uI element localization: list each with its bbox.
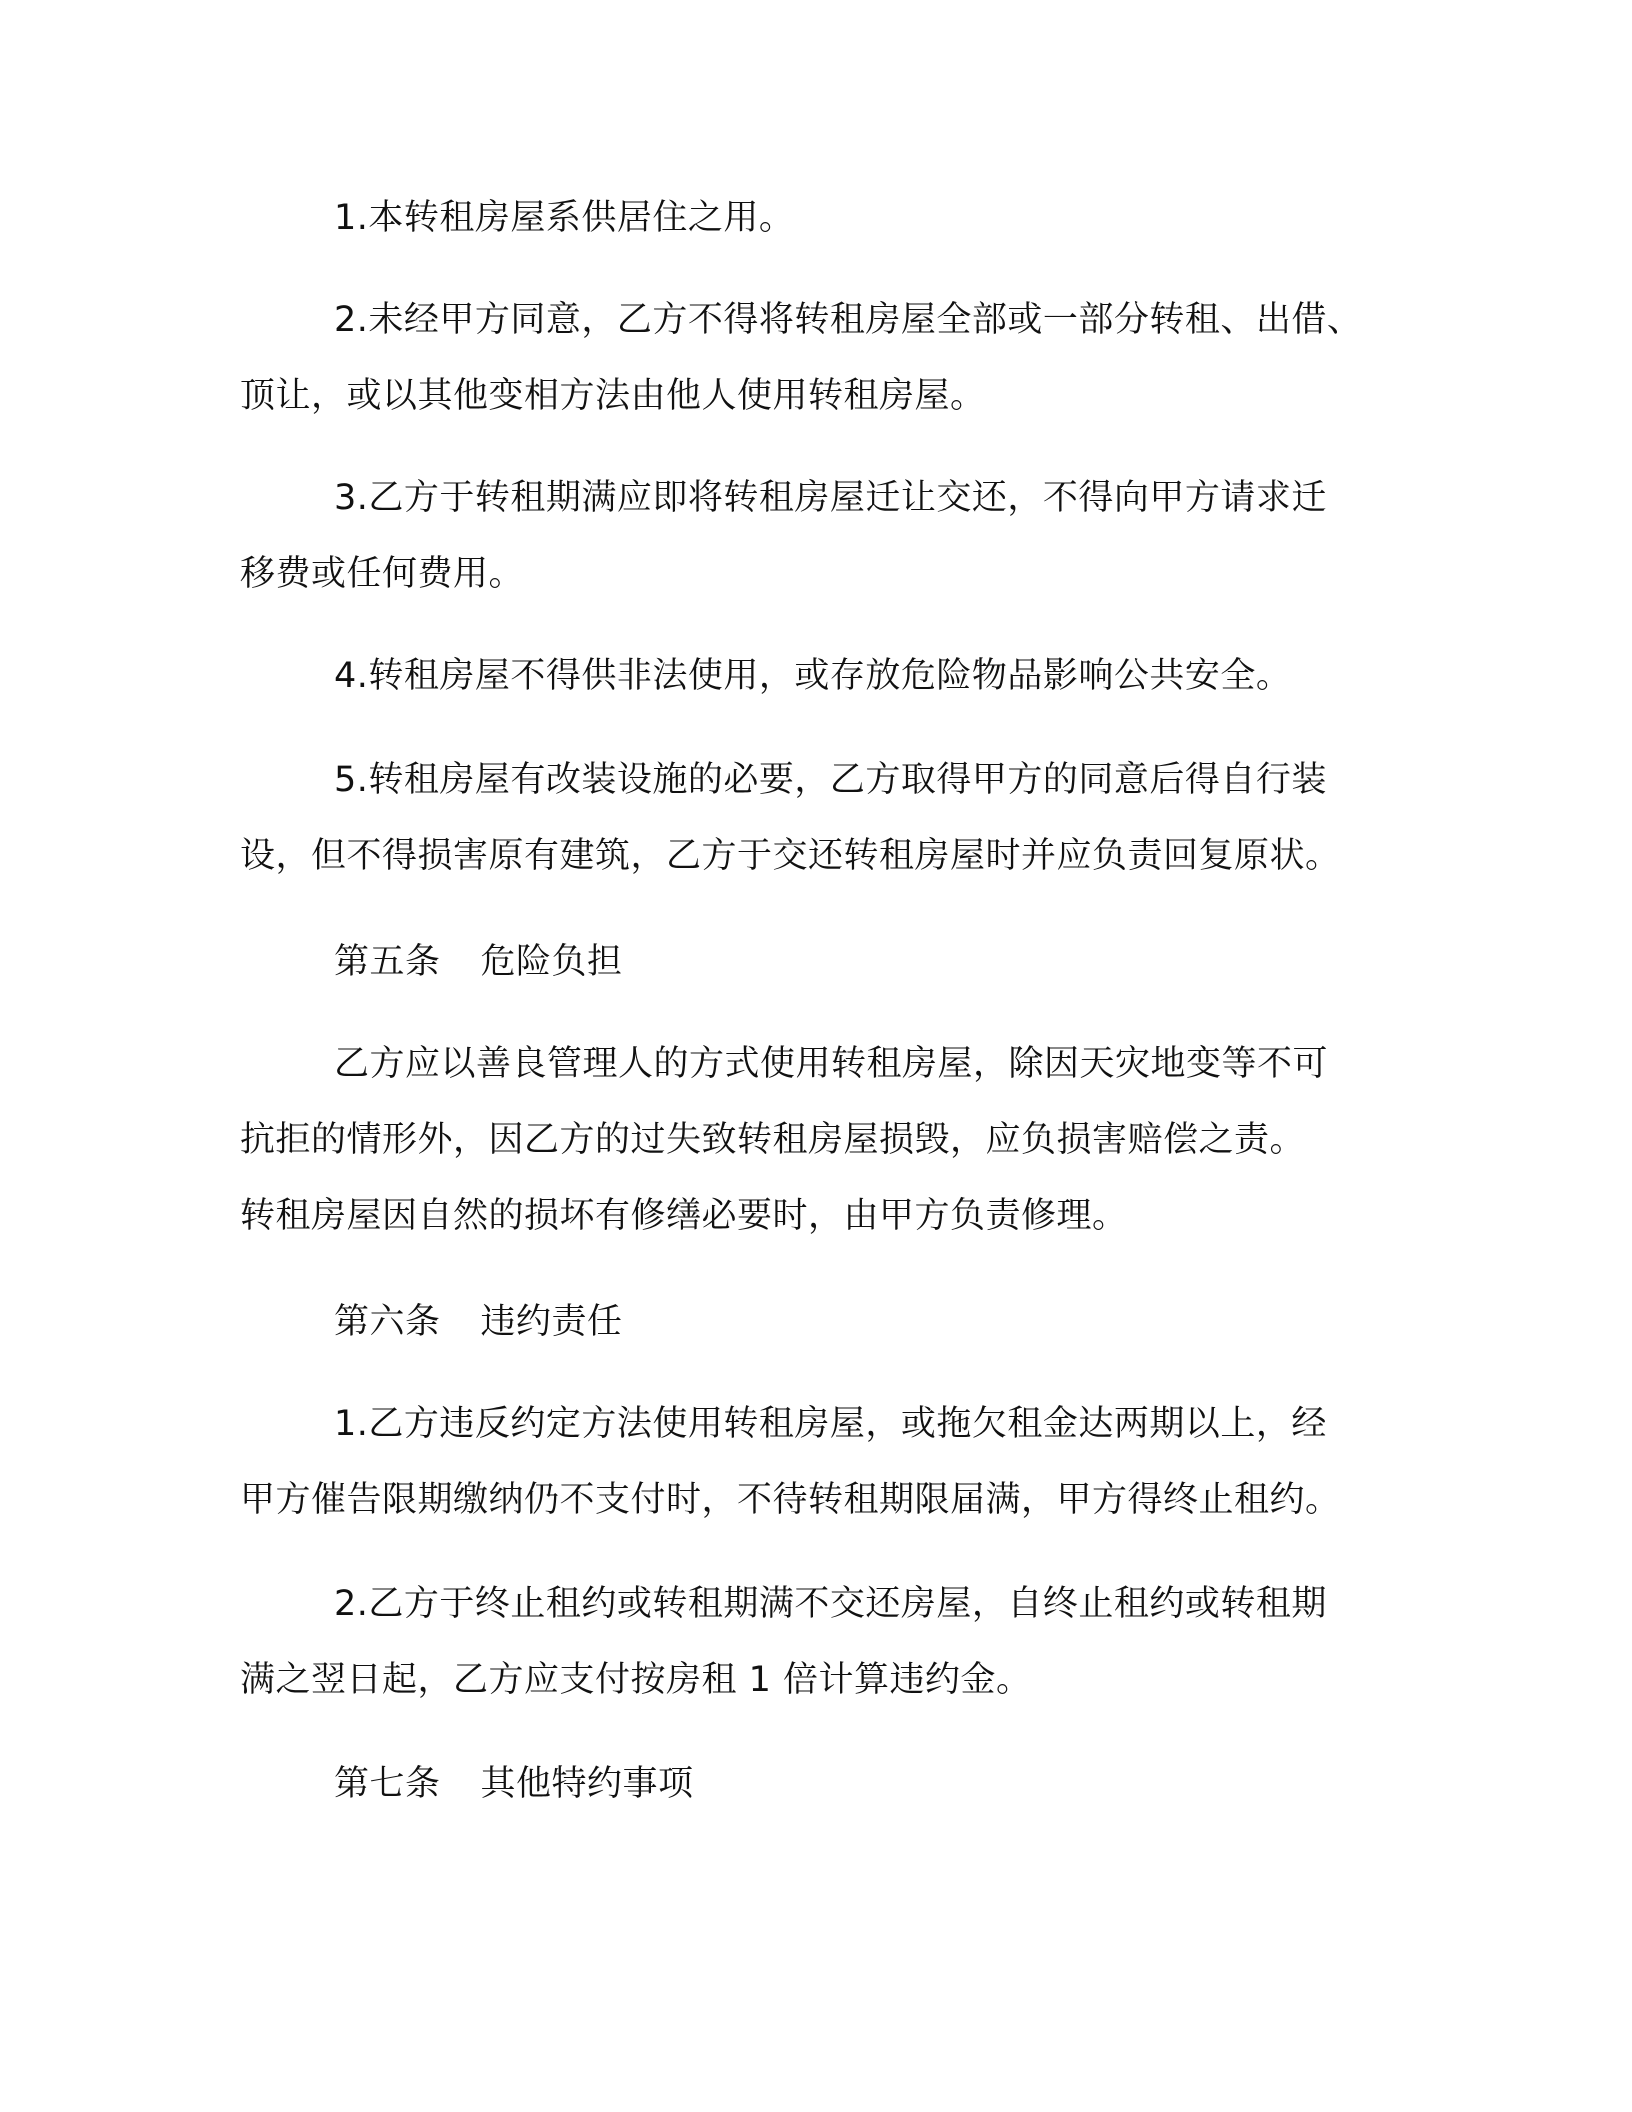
clause4-item2-line1: 2.未经甲方同意，乙方不得将转租房屋全部或一部分转租、出借、: [334, 300, 1363, 340]
clause5-heading: [334, 938, 623, 986]
clause5-para-line3: 转租房屋因自然的损坏有修缮必要时，由甲方负责修理。: [240, 1196, 1128, 1236]
clause6-item2-line2: 满之翌日起，乙方应支付按房租 1 倍计算违约金。: [240, 1660, 1032, 1700]
clause7-title: 其他特约事项: [480, 1764, 694, 1804]
clause7-number: 第七条: [334, 1764, 441, 1804]
clause7-heading: [334, 1760, 694, 1808]
clause6-item1-line1: 1.乙方违反约定方法使用转租房屋，或拖欠租金达两期以上，经: [334, 1404, 1327, 1444]
clause4-item3-line2: 移费或任何费用。: [240, 554, 525, 594]
clause4-item1-line1: 1.本转租房屋系供居住之用。: [334, 198, 795, 238]
clause5-para-line1: 乙方应以善良管理人的方式使用转租房屋，除因天灾地变等不可: [334, 1044, 1329, 1084]
clause4-item3-line1: 3.乙方于转租期满应即将转租房屋迁让交还，不得向甲方请求迁: [334, 478, 1327, 518]
clause6-heading: [334, 1298, 623, 1346]
clause6-title: 违约责任: [480, 1302, 623, 1342]
clause5-para-line2: 抗拒的情形外，因乙方的过失致转租房屋损毁，应负损害赔偿之责。: [240, 1120, 1306, 1160]
clause5-title: 危险负担: [480, 942, 623, 982]
clause5-number: 第五条: [334, 942, 441, 982]
clause6-item1-line2: 甲方催告限期缴纳仍不支付时，不待转租期限届满，甲方得终止租约。: [240, 1480, 1341, 1520]
clause4-item4-line1: 4.转租房屋不得供非法使用，或存放危险物品影响公共安全。: [334, 656, 1292, 696]
clause4-item2-line2: 顶让，或以其他变相方法由他人使用转租房屋。: [240, 376, 986, 416]
clause6-item2-line1: 2.乙方于终止租约或转租期满不交还房屋，自终止租约或转租期: [334, 1584, 1327, 1624]
clause4-item5-line1: 5.转租房屋有改装设施的必要，乙方取得甲方的同意后得自行装: [334, 760, 1327, 800]
clause4-item5-line2: 设，但不得损害原有建筑，乙方于交还转租房屋时并应负责回复原状。: [240, 836, 1341, 876]
clause6-number: 第六条: [334, 1302, 441, 1342]
